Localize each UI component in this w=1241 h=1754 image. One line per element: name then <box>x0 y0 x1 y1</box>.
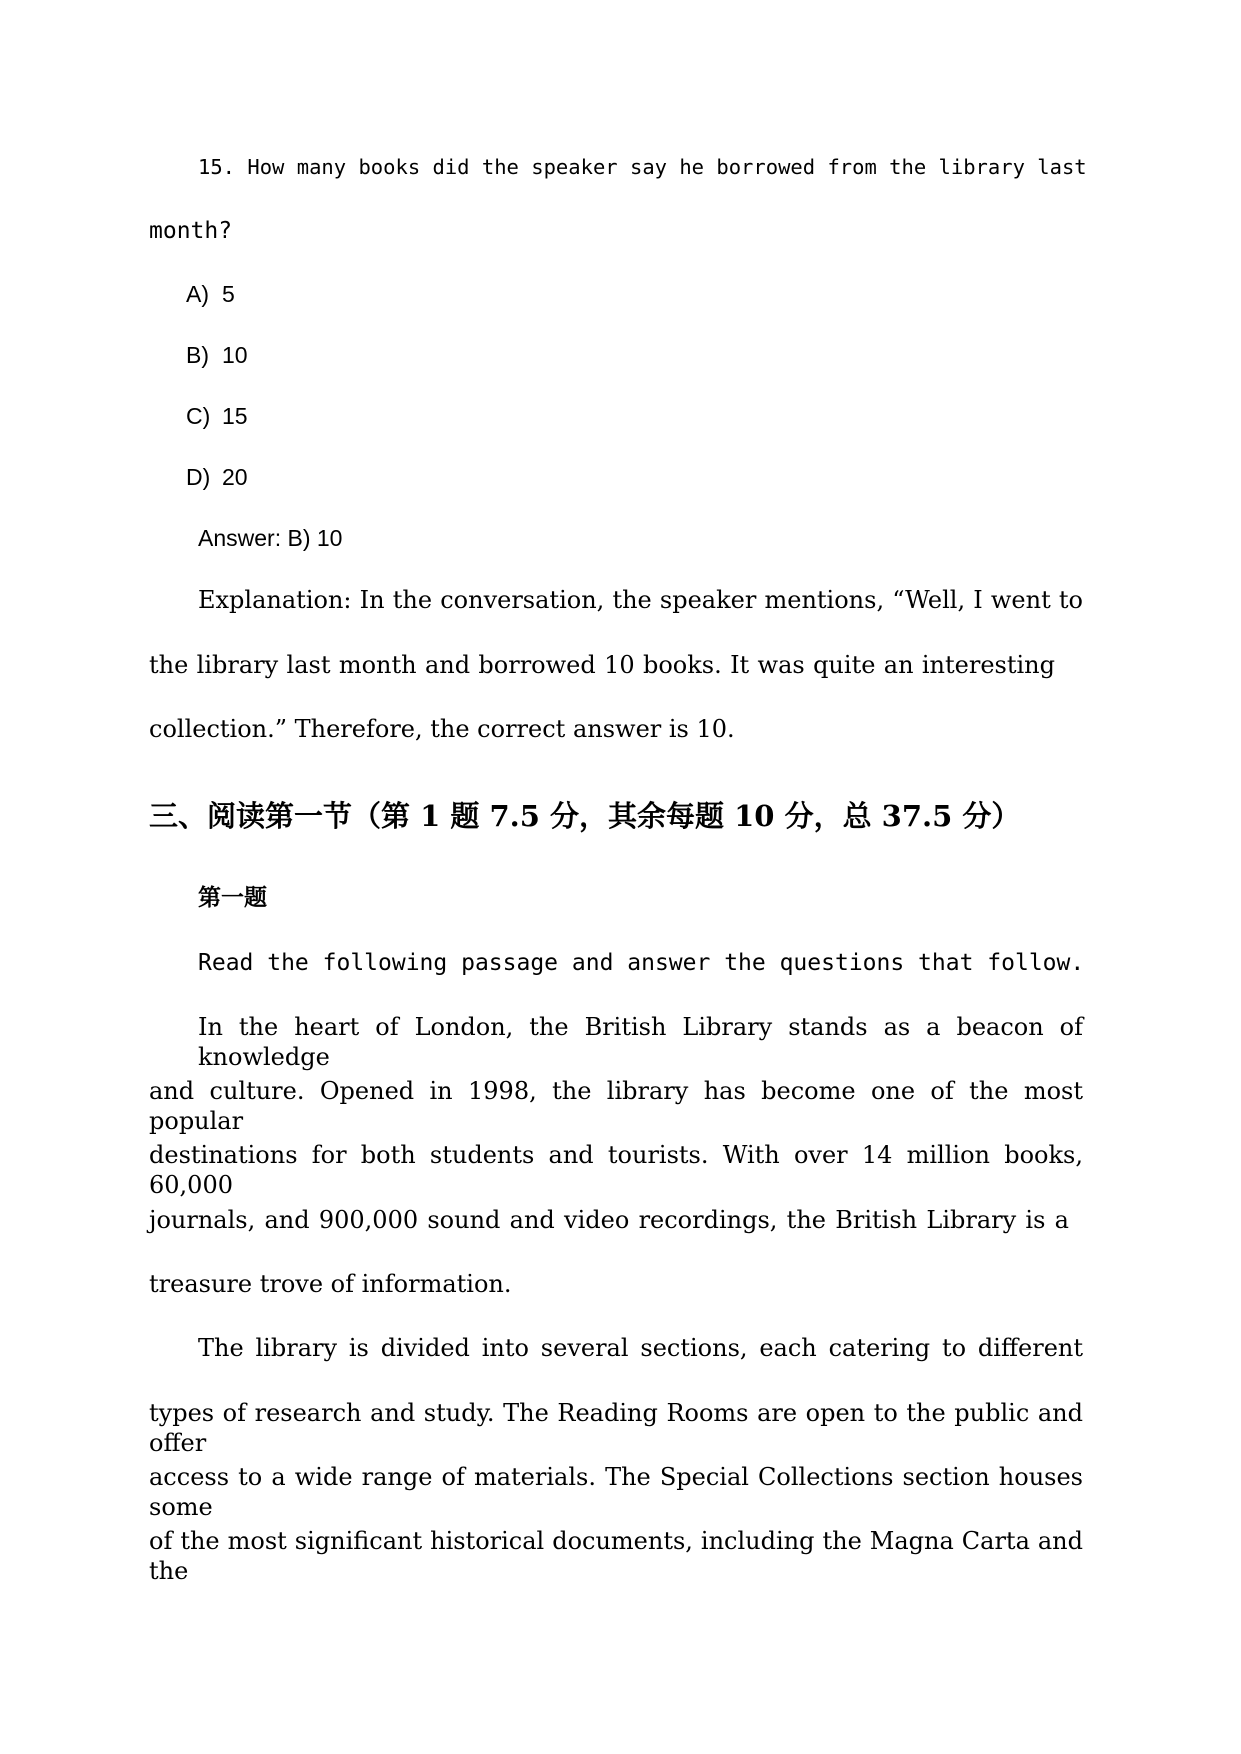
option-c-text: 15 <box>222 403 248 429</box>
paragraph-2-line-3: access to a wide range of materials. The Special Collections section houses some <box>149 1463 1083 1521</box>
option-c-letter: C) <box>186 403 211 429</box>
option-a-letter: A) <box>186 281 209 307</box>
option-c <box>186 401 248 431</box>
paragraph-1-line-5: treasure trove of information. <box>149 1270 512 1298</box>
paragraph-1-line-2: and culture. Opened in 1998, the library has become one of the most popular <box>149 1077 1083 1135</box>
question-15-line-2: month? <box>149 218 233 244</box>
option-b <box>186 340 248 370</box>
section-heading: 三、阅读第一节（第 1 题 7.5 分，其余每题 10 分，总 37.5 分） <box>149 799 1021 833</box>
subsection-heading: 第一题 <box>198 885 267 911</box>
paragraph-1-line-3: destinations for both students and tourists. With over 14 million books, 60,000 <box>149 1141 1083 1199</box>
instruction-line: Read the following passage and answer the questions that follow. <box>198 950 1085 976</box>
option-b-letter: B) <box>186 342 209 368</box>
answer-line: Answer: B) 10 <box>198 525 343 551</box>
option-a <box>186 279 235 309</box>
explanation-line-2: the library last month and borrowed 10 books. It was quite an interesting <box>149 651 1055 679</box>
paragraph-2-line-2: types of research and study. The Reading Rooms are open to the public and offer <box>149 1399 1083 1457</box>
paragraph-1-line-4: journals, and 900,000 sound and video recordings, the British Library is a <box>149 1206 1069 1234</box>
paragraph-2-line-1: The library is divided into several sections, each catering to different <box>198 1334 1083 1362</box>
option-a-text: 5 <box>222 281 235 307</box>
option-d <box>186 462 248 492</box>
explanation-line-3: collection.” Therefore, the correct answer is 10. <box>149 715 735 743</box>
option-b-text: 10 <box>222 342 248 368</box>
question-15-line-1: 15. How many books did the speaker say he borrowed from the library last <box>198 155 1087 179</box>
explanation-line-1: Explanation: In the conversation, the speaker mentions, “Well, I went to <box>198 586 1083 614</box>
paragraph-1-line-1: In the heart of London, the British Library stands as a beacon of knowledge <box>198 1013 1083 1071</box>
option-d-text: 20 <box>222 464 248 490</box>
option-d-letter: D) <box>186 464 211 490</box>
paragraph-2-line-4: of the most significant historical documents, including the Magna Carta and the <box>149 1527 1083 1585</box>
